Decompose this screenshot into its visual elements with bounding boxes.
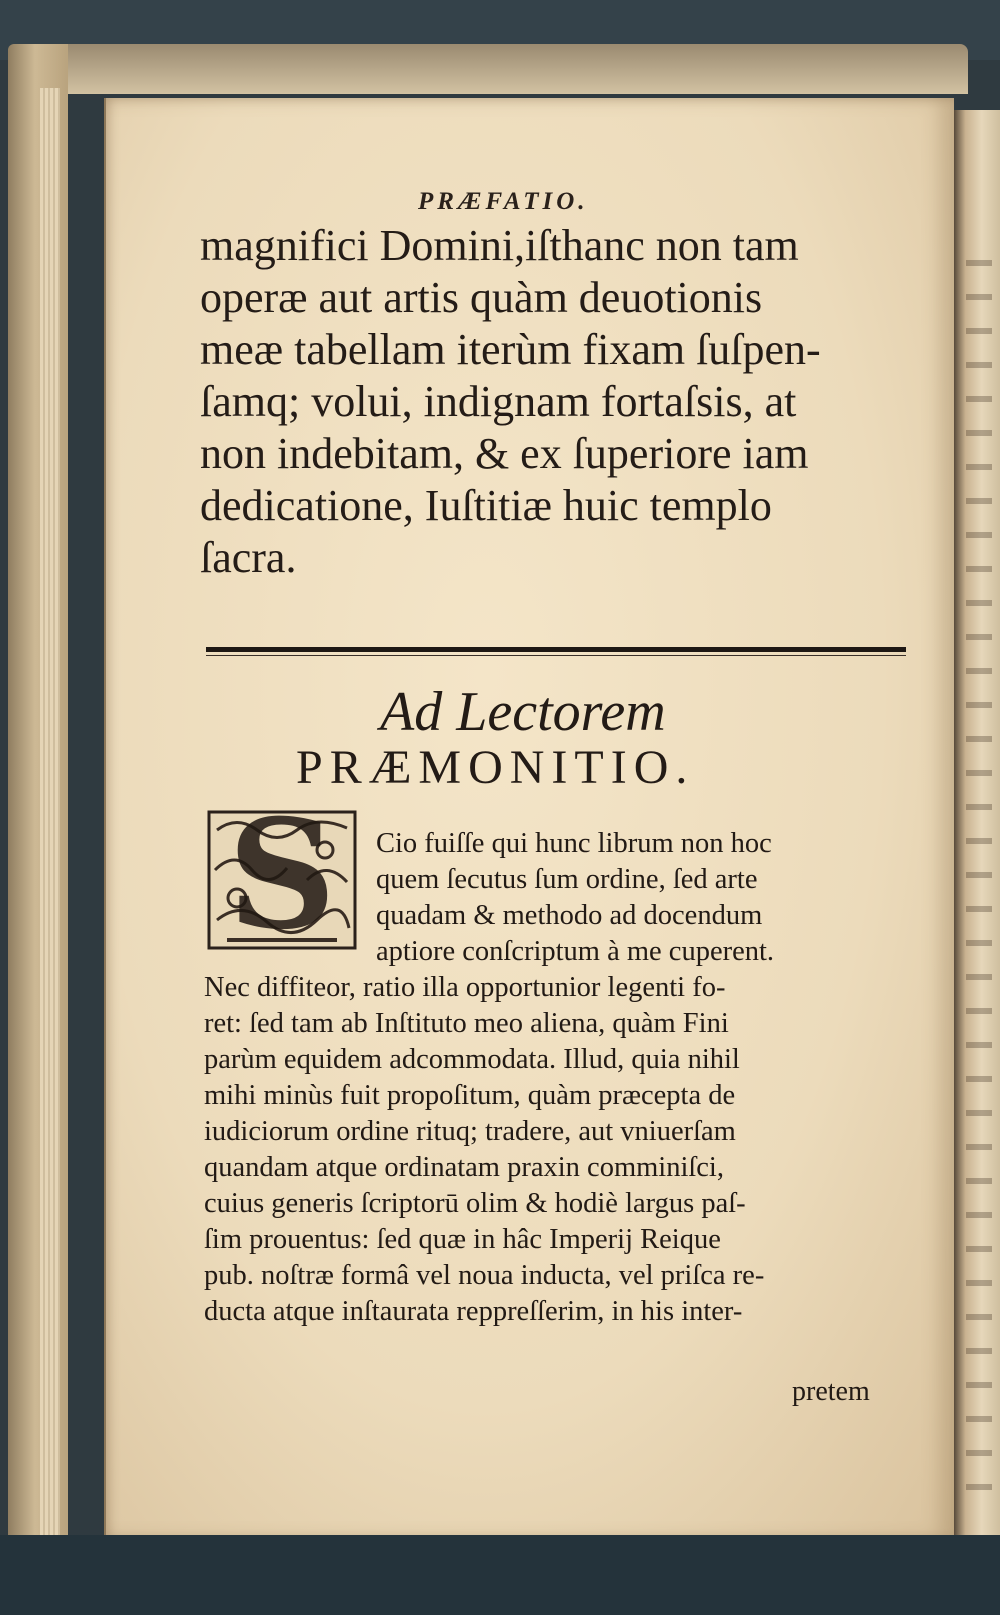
page-edge-line <box>104 98 106 1540</box>
section-subtitle: PRÆMONITIO. <box>296 741 695 794</box>
premonitio-text <box>204 826 914 1330</box>
preface-line: magnifici Domini,iſthanc non tam <box>200 221 799 270</box>
catchword: pretem <box>792 1376 870 1407</box>
premonitio-line: ducta atque inſtaurata reppreſſerim, in his inter- <box>204 1296 743 1327</box>
premonitio-line: quem ſecutus ſum ordine, ſed arte <box>376 864 758 895</box>
preface-line: ſamq; volui, indignam fortaſsis, at <box>200 377 797 426</box>
premonitio-line: cuius generis ſcriptorū olim & hodiè largus paſ- <box>204 1188 746 1219</box>
backdrop-bottom <box>0 1535 1000 1615</box>
premonitio-line: parùm equidem adcommodata. Illud, quia nihil <box>204 1044 740 1075</box>
premonitio-line: quadam & methodo ad docendum <box>376 900 763 931</box>
running-head: PRÆFATIO. <box>418 188 589 215</box>
facing-page-text-edge <box>966 260 992 1500</box>
preface-line: dedicatione, Iuſtitiæ huic templo <box>200 481 772 530</box>
preface-text <box>200 220 910 584</box>
preface-line: ſacra. <box>200 533 297 582</box>
premonitio-line: iudiciorum ordine rituq; tradere, aut vniuerſam <box>204 1116 736 1147</box>
premonitio-line: pub. noſtræ formâ vel noua inducta, vel priſca re- <box>204 1260 765 1291</box>
section-divider <box>206 647 906 652</box>
premonitio-line: ſim prouentus: ſed quæ in hâc Imperij Reique <box>204 1224 721 1255</box>
initial-letter: S <box>227 787 337 963</box>
premonitio-line: Cio fuiſſe qui hunc librum non hoc <box>376 828 772 859</box>
section-title: Ad Lectorem <box>380 681 666 743</box>
premonitio-line: ret: ſed tam ab Inſtituto meo aliena, quàm Fini <box>204 1008 729 1039</box>
premonitio-line: Nec diffiteor, ratio illa opportunior legenti fo- <box>204 972 726 1003</box>
premonitio-line: aptiore conſcriptum à me cuperent. <box>376 936 775 967</box>
book-cover-top <box>8 44 968 94</box>
premonitio-line: quandam atque ordinatam praxin comminiſci, <box>204 1152 724 1183</box>
preface-line: operæ aut artis quàm deuotionis <box>200 273 763 322</box>
preface-line: meæ tabellam iterùm fixam ſuſpen- <box>200 325 821 374</box>
section-divider-thin <box>206 655 906 656</box>
page-stack-edges <box>40 88 60 1540</box>
premonitio-line: mihi minùs fuit propoſitum, quàm præcepta de <box>204 1080 736 1111</box>
preface-line: non indebitam, & ex ſuperiore iam <box>200 429 809 478</box>
